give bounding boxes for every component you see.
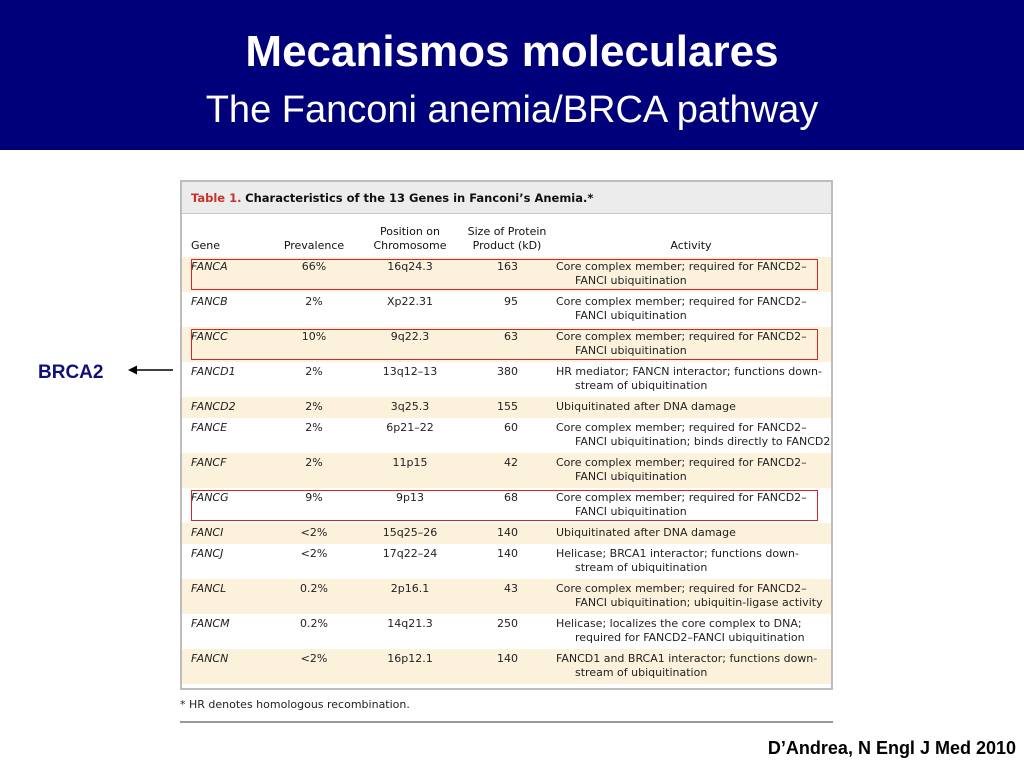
table-row <box>182 579 831 614</box>
gene-table <box>180 180 833 690</box>
activity-line: FANCI ubiquitination; binds directly to FANCD2 <box>575 435 831 448</box>
position-cell: 9p13 <box>396 491 424 504</box>
table-row <box>182 614 831 649</box>
activity-cell <box>556 547 799 575</box>
activity-cell <box>556 582 823 610</box>
highlight-box <box>191 490 818 521</box>
highlight-box <box>191 329 818 360</box>
position-cell: 3q25.3 <box>390 400 430 413</box>
size-cell: 42 <box>504 456 518 469</box>
slide-title: Mecanismos moleculares <box>245 27 779 76</box>
prevalence-cell: <2% <box>300 526 328 539</box>
gene-cell: FANCN <box>191 652 229 665</box>
activity-line: Core complex member; required for FANCD2– <box>556 421 807 434</box>
size-cell: 155 <box>497 400 518 413</box>
activity-line: stream of ubiquitination <box>575 666 708 679</box>
size-cell: 60 <box>504 421 518 434</box>
activity-line: HR mediator; FANCN interactor; functions down- <box>556 365 822 378</box>
activity-line: Helicase; localizes the core complex to DNA; <box>556 617 802 630</box>
table-caption-label: Table 1. <box>191 191 242 205</box>
activity-line: Ubiquitinated after DNA damage <box>556 400 736 413</box>
prevalence-cell: 10% <box>301 330 327 343</box>
table-row <box>182 257 831 292</box>
prevalence-cell: 2% <box>305 365 323 378</box>
position-cell: 13q12–13 <box>382 365 438 378</box>
activity-line: stream of ubiquitination <box>575 379 708 392</box>
prevalence-cell: 0.2% <box>300 582 328 595</box>
activity-line: FANCI ubiquitination <box>575 309 687 322</box>
position-cell: 17q22–24 <box>382 547 438 560</box>
position-cell: 9q22.3 <box>390 330 430 343</box>
position-cell: 16q24.3 <box>387 260 433 273</box>
activity-cell <box>556 295 807 323</box>
activity-line: Helicase; BRCA1 interactor; functions down- <box>556 547 799 560</box>
activity-line: Ubiquitinated after DNA damage <box>556 526 736 539</box>
size-cell: 140 <box>497 526 518 539</box>
activity-line: Core complex member; required for FANCD2– <box>556 582 807 595</box>
size-cell: 250 <box>497 617 518 630</box>
position-cell: 11p15 <box>392 456 428 469</box>
activity-line: stream of ubiquitination <box>575 561 708 574</box>
table-row <box>182 453 831 488</box>
prevalence-cell: 0.2% <box>300 617 328 630</box>
header-gene: Gene <box>191 239 221 252</box>
activity-line: FANCI ubiquitination <box>575 344 687 357</box>
size-cell: 68 <box>504 491 518 504</box>
table-caption <box>182 182 831 214</box>
activity-line: Core complex member; required for FANCD2– <box>556 295 807 308</box>
table-caption-text: Characteristics of the 13 Genes in Fanconi’s Anemia.* <box>245 191 594 205</box>
prevalence-cell: <2% <box>300 547 328 560</box>
activity-line: FANCI ubiquitination <box>575 470 687 483</box>
prevalence-cell: 2% <box>305 456 323 469</box>
prevalence-cell: 2% <box>305 400 323 413</box>
activity-cell <box>556 652 817 680</box>
highlight-box <box>191 259 818 290</box>
table-body <box>182 257 831 684</box>
activity-line: required for FANCD2–FANCI ubiquitination <box>575 631 805 644</box>
activity-line: Core complex member; required for FANCD2– <box>556 260 807 273</box>
table-row <box>182 362 831 397</box>
header-position-line1: Position on <box>379 225 441 238</box>
activity-line: FANCI ubiquitination; ubiquitin-ligase activity <box>575 596 823 609</box>
activity-line: FANCD1 and BRCA1 interactor; functions down- <box>556 652 818 665</box>
table-row <box>182 327 831 362</box>
table-row <box>182 292 831 327</box>
gene-cell: FANCF <box>191 456 227 469</box>
table-row <box>182 397 831 418</box>
activity-cell <box>556 617 805 645</box>
gene-cell: FANCA <box>191 260 228 273</box>
activity-cell <box>556 526 736 540</box>
table-bottom-rule <box>180 721 833 723</box>
header-position-line2: Chromosome <box>373 239 447 252</box>
gene-cell: FANCD1 <box>191 365 236 378</box>
activity-line: FANCI ubiquitination <box>575 274 687 287</box>
gene-cell: FANCB <box>191 295 228 308</box>
size-cell: 95 <box>504 295 518 308</box>
table-row <box>182 523 831 544</box>
gene-cell: FANCJ <box>191 547 224 560</box>
slide-subtitle: The Fanconi anemia/BRCA pathway <box>205 89 819 131</box>
size-cell: 63 <box>504 330 518 343</box>
table-row <box>182 544 831 579</box>
prevalence-cell: 9% <box>305 491 323 504</box>
table-row <box>182 488 831 523</box>
header-activity: Activity <box>670 239 712 252</box>
activity-cell <box>556 421 830 449</box>
position-cell: Xp22.31 <box>386 295 433 308</box>
gene-cell: FANCE <box>191 421 228 434</box>
prevalence-cell: 2% <box>305 295 323 308</box>
position-cell: 2p16.1 <box>390 582 430 595</box>
table-header <box>182 215 831 257</box>
activity-line: Core complex member; required for FANCD2– <box>556 330 807 343</box>
position-cell: 6p21–22 <box>386 421 434 434</box>
size-cell: 43 <box>504 582 518 595</box>
table-footnote: * HR denotes homologous recombination. <box>180 698 410 711</box>
position-cell: 15q25–26 <box>382 526 438 539</box>
arrow-left-icon <box>128 364 174 376</box>
header-prevalence: Prevalence <box>283 239 345 252</box>
position-cell: 16p12.1 <box>387 652 433 665</box>
prevalence-cell: <2% <box>300 652 328 665</box>
activity-cell <box>556 365 822 393</box>
gene-cell: FANCM <box>191 617 230 630</box>
header-position <box>360 225 460 253</box>
size-cell: 140 <box>497 547 518 560</box>
activity-line: FANCI ubiquitination <box>575 505 687 518</box>
activity-line: Core complex member; required for FANCD2– <box>556 491 807 504</box>
header-size-line1: Size of Protein <box>467 225 547 238</box>
citation: D’Andrea, N Engl J Med 2010 <box>767 738 1016 758</box>
table-row <box>182 649 831 684</box>
gene-cell: FANCL <box>191 582 227 595</box>
prevalence-cell: 66% <box>301 260 327 273</box>
gene-cell: FANCD2 <box>191 400 236 413</box>
size-cell: 140 <box>497 652 518 665</box>
table-row <box>182 418 831 453</box>
activity-cell <box>556 400 736 414</box>
header-size-line2: Product (kD) <box>472 239 542 252</box>
gene-cell: FANCI <box>191 526 224 539</box>
prevalence-cell: 2% <box>305 421 323 434</box>
gene-cell: FANCG <box>191 491 229 504</box>
activity-line: Core complex member; required for FANCD2– <box>556 456 807 469</box>
size-cell: 380 <box>497 365 518 378</box>
position-cell: 14q21.3 <box>387 617 433 630</box>
gene-cell: FANCC <box>191 330 228 343</box>
activity-cell <box>556 456 807 484</box>
size-cell: 163 <box>497 260 518 273</box>
slide-header <box>0 0 1024 150</box>
header-size <box>454 225 560 253</box>
brca2-annotation-label: BRCA2 <box>38 362 104 383</box>
